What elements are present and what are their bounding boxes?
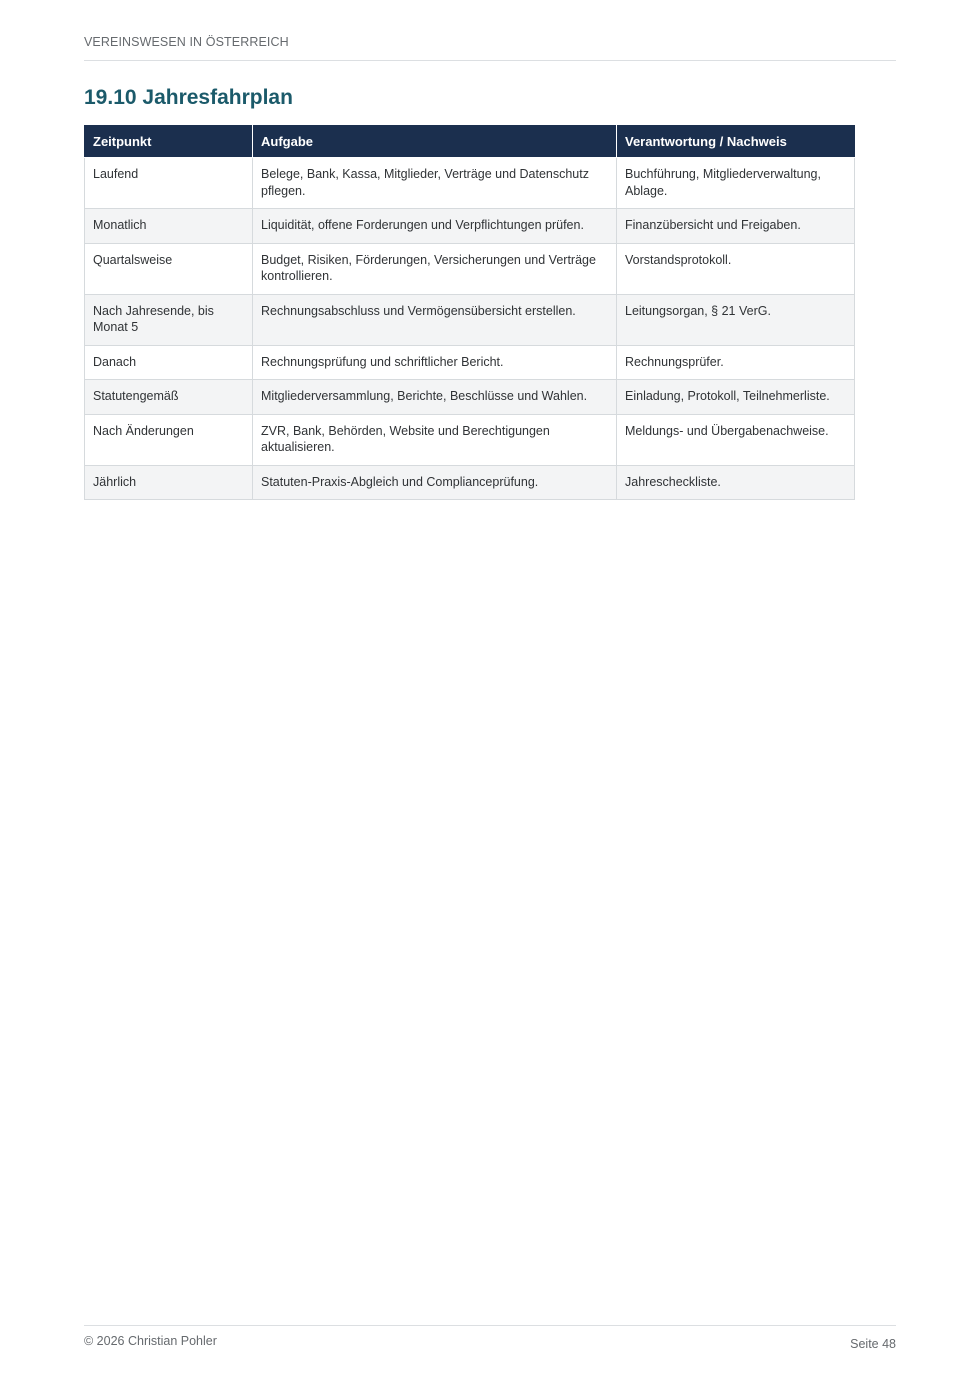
cell-verantwortung: Meldungs- und Übergabenachweise. [617,414,855,465]
table-row [85,209,855,244]
page-number: Seite 48 [850,1337,896,1351]
cell-verantwortung: Buchführung, Mitgliederverwaltung, Ablage. [617,158,855,209]
cell-zeitpunkt: Monatlich [85,209,253,244]
running-header: VEREINSWESEN IN ÖSTERREICH [84,35,896,61]
column-header-zeitpunkt: Zeitpunkt [85,125,253,158]
footer-copyright: © 2026 Christian Pohler [84,1334,217,1348]
section-title: 19.10 Jahresfahrplan [84,86,293,109]
cell-zeitpunkt: Nach Jahresende, bis Monat 5 [85,294,253,345]
cell-zeitpunkt: Jährlich [85,465,253,500]
cell-verantwortung: Vorstandsprotokoll. [617,243,855,294]
cell-verantwortung: Leitungsorgan, § 21 VerG. [617,294,855,345]
table-header-row [85,125,855,158]
cell-zeitpunkt: Nach Änderungen [85,414,253,465]
cell-zeitpunkt: Danach [85,345,253,380]
cell-verantwortung: Jahrescheckliste. [617,465,855,500]
cell-aufgabe: Mitgliederversammlung, Berichte, Beschlüsse und Wahlen. [253,380,617,415]
column-header-aufgabe: Aufgabe [253,125,617,158]
table-row [85,158,855,209]
table-row [85,243,855,294]
cell-zeitpunkt: Quartalsweise [85,243,253,294]
cell-aufgabe: Rechnungsabschluss und Vermögensübersicht erstellen. [253,294,617,345]
cell-verantwortung: Einladung, Protokoll, Teilnehmerliste. [617,380,855,415]
table-row [85,414,855,465]
cell-aufgabe: Rechnungsprüfung und schriftlicher Bericht. [253,345,617,380]
table-row [85,380,855,415]
annual-plan-table [84,125,855,500]
cell-zeitpunkt: Statutengemäß [85,380,253,415]
cell-zeitpunkt: Laufend [85,158,253,209]
cell-aufgabe: Liquidität, offene Forderungen und Verpflichtungen prüfen. [253,209,617,244]
cell-aufgabe: ZVR, Bank, Behörden, Website und Berechtigungen aktualisieren. [253,414,617,465]
cell-aufgabe: Statuten-Praxis-Abgleich und Complianceprüfung. [253,465,617,500]
footer-divider [84,1325,896,1326]
cell-aufgabe: Belege, Bank, Kassa, Mitglieder, Verträge und Datenschutz pflegen. [253,158,617,209]
cell-verantwortung: Finanzübersicht und Freigaben. [617,209,855,244]
table-row [85,465,855,500]
cell-verantwortung: Rechnungsprüfer. [617,345,855,380]
cell-aufgabe: Budget, Risiken, Förderungen, Versicherungen und Verträge kontrollieren. [253,243,617,294]
column-header-verantwortung: Verantwortung / Nachweis [617,125,855,158]
table-row [85,345,855,380]
table-row [85,294,855,345]
